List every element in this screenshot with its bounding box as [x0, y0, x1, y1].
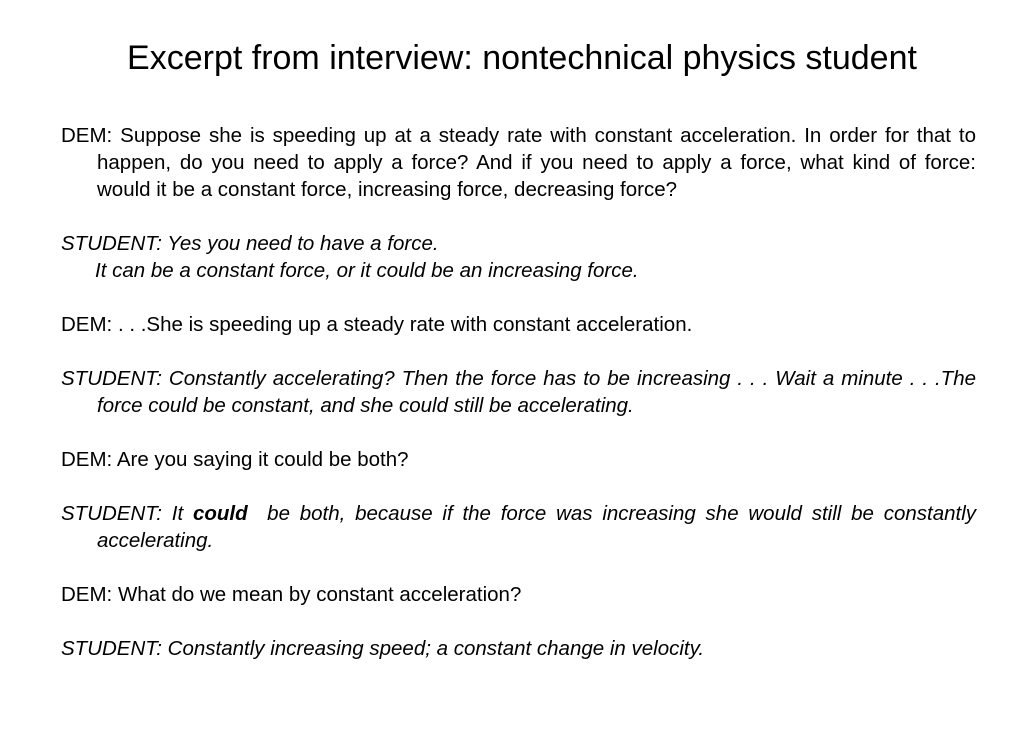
student-answer-3-before: STUDENT: It	[61, 502, 193, 525]
student-answer-1-line-2: It can be a constant force, or it could be an increasing force.	[95, 259, 639, 282]
dem-question-4: DEM: What do we mean by constant acceleration?	[61, 583, 522, 606]
dem-question-3: DEM: Are you saying it could be both?	[61, 448, 409, 471]
student-answer-4: STUDENT: Constantly increasing speed; a constant change in velocity.	[61, 637, 705, 660]
student-answer-3-emphasis: could	[192, 502, 248, 525]
student-answer-1-line-1: STUDENT: Yes you need to have a force.	[61, 232, 439, 255]
dem-question-2: DEM: . . .She is speeding up a steady rate with constant acceleration.	[61, 313, 693, 336]
student-answer-1	[61, 230, 976, 284]
slide-title: Excerpt from interview: nontechnical physics student	[127, 39, 917, 77]
dialogue-body	[61, 122, 982, 662]
student-answer-2: STUDENT: Constantly accelerating? Then the force has to be increasing . . . Wait a minute . . .The force could be constant, and she could still be accelerating.	[61, 367, 976, 417]
student-answer-3	[61, 500, 982, 554]
dem-question-1: DEM: Suppose she is speeding up at a steady rate with constant acceleration. In order for that to happen, do you need to apply a force? And if you need to apply a force, what kind of force: would it be a constant force, increasing force, decreasing force?	[61, 124, 976, 201]
student-answer-3-after: be both, because if the force was increasing she would still be constantly accelerating.	[97, 502, 982, 552]
